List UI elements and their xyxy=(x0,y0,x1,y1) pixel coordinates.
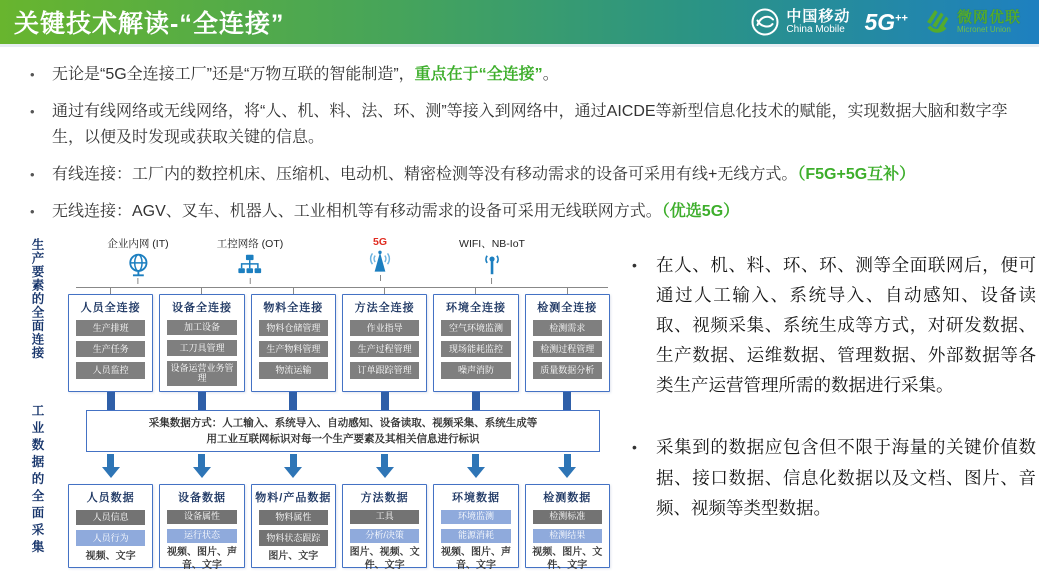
micronet-hand-icon xyxy=(922,7,952,37)
bullet-item xyxy=(30,199,1025,225)
column-title: 物料/产品数据 xyxy=(255,492,332,504)
column-item: 订单跟踪管理 xyxy=(350,362,419,378)
bullet-dot-icon: • xyxy=(632,439,637,456)
column-item: 运行状态 xyxy=(167,529,236,543)
bullet-highlight: （优选5G） xyxy=(661,202,740,220)
bullet-item xyxy=(30,62,1025,88)
column-item: 加工设备 xyxy=(167,320,236,336)
network-connector xyxy=(491,278,492,284)
column-item: 能源消耗 xyxy=(441,529,510,543)
column-item: 检测标准 xyxy=(533,510,602,524)
bullet-dot-icon: • xyxy=(30,166,35,182)
column-item: 生产过程管理 xyxy=(350,341,419,357)
column-title: 设备数据 xyxy=(177,492,226,504)
bullet-item xyxy=(30,162,1025,188)
column-item: 检测过程管理 xyxy=(533,341,602,357)
network-group-5g xyxy=(365,236,395,281)
antenna-icon xyxy=(459,252,525,278)
connector-bar xyxy=(381,392,389,410)
down-arrow-icon xyxy=(558,467,576,478)
industrial-data-label: 工业数据的全面采集 xyxy=(30,404,44,557)
bottom-column-inspection-data xyxy=(525,484,610,571)
header-divider xyxy=(0,44,1039,47)
bullet-highlight: 重点在于“全连接” xyxy=(414,66,543,83)
column-item: 物料状态跟踪 xyxy=(259,530,328,546)
column-item: 空气环境监测 xyxy=(441,320,510,336)
data-types: 视频、图片、声音、文字 xyxy=(166,547,237,571)
network-connector xyxy=(250,278,251,284)
5g-tower-icon xyxy=(365,249,395,275)
paragraph-item xyxy=(632,432,1036,522)
column-title: 物料全连接 xyxy=(263,302,324,314)
band-line-2: 用工业互联网标识对每一个生产要素及其相关信息进行标识 xyxy=(206,433,480,445)
china-mobile-icon xyxy=(750,7,780,37)
top-columns xyxy=(68,294,610,392)
top-column-environment xyxy=(433,294,518,392)
down-arrow-icon xyxy=(102,467,120,478)
network-group-wifi xyxy=(459,236,525,284)
sitemap-icon xyxy=(217,252,284,278)
column-item: 人员行为 xyxy=(76,530,145,546)
bottom-column-personnel-data xyxy=(68,484,153,568)
production-elements-label: 生产要素的全面连接 xyxy=(30,238,44,360)
connector-bars xyxy=(68,392,610,410)
network-label: 5G xyxy=(372,236,387,248)
micronet-name: 微网优联 Micronet Union xyxy=(956,8,1021,34)
china-mobile-name: 中国移动 China Mobile xyxy=(786,7,851,35)
connector-bar xyxy=(563,392,571,410)
bullet-list xyxy=(30,62,1025,236)
down-arrows xyxy=(68,452,610,482)
bullet-dot-icon: • xyxy=(30,103,35,119)
column-title: 方法数据 xyxy=(360,492,409,504)
bullet-text: 通过有线网络或无线网络，将“人、机、料、法、环、测”等接入到网络中，通过AICDE等新型信息化技术的赋能，实现数据大脑和数字孪生，以便及时发现或获取关键的信息。 xyxy=(52,102,1008,146)
top-column-method xyxy=(342,294,427,392)
collection-band xyxy=(86,410,600,452)
top-column-material xyxy=(251,294,336,392)
page-title: 关键技术解读-“全连接” xyxy=(14,10,285,38)
bullet-item xyxy=(30,99,1025,151)
network-group-it xyxy=(107,236,168,284)
column-item: 工刀具管理 xyxy=(167,340,236,356)
column-title: 设备全连接 xyxy=(171,302,232,314)
column-item: 检测结果 xyxy=(533,529,602,543)
column-item: 物料仓储管理 xyxy=(259,320,328,336)
connector-bar xyxy=(289,392,297,410)
globe-icon xyxy=(107,252,168,278)
network-label: WIFI、NB-IoT xyxy=(459,238,525,250)
data-types: 视频、文字 xyxy=(85,550,136,562)
network-group-ot xyxy=(217,236,284,284)
column-title: 环境全连接 xyxy=(445,302,506,314)
paragraph-text: 在人、机、料、环、环、测等全面联网后，便可通过人工输入、系统导入、自动感知、设备读取、视频采集、系统生成等方式，对研发数据、生产数据、运维数据、管理数据、外部数据等各类生产运营管理所需的数据进行采集。 xyxy=(656,255,1036,396)
bottom-column-equipment-data xyxy=(159,484,244,571)
column-item: 作业指导 xyxy=(350,320,419,336)
five-g-logo: 5G++ xyxy=(864,8,908,35)
network-label: 企业内网 (IT) xyxy=(107,238,169,250)
bullet-dot-icon: • xyxy=(30,67,35,82)
column-title: 环境数据 xyxy=(451,492,500,504)
column-title: 检测数据 xyxy=(543,492,592,504)
column-title: 检测全连接 xyxy=(537,302,598,314)
column-item: 设备运营业务管理 xyxy=(167,361,236,386)
column-item: 现场能耗监控 xyxy=(441,341,510,357)
right-panel xyxy=(632,250,1036,523)
bullet-highlight: （F5G+5G互补） xyxy=(797,165,916,183)
network-connector xyxy=(138,278,139,284)
bullet-text: 有线连接：工厂内的数控机床、压缩机、电动机、精密检测等没有移动需求的设备可采用有线+无线方式。（F5G+5G互补） xyxy=(52,165,916,183)
china-mobile-logo xyxy=(750,7,850,37)
bullet-dot-icon: • xyxy=(632,257,637,273)
column-item: 生产任务 xyxy=(76,341,145,357)
column-title: 方法全连接 xyxy=(354,302,415,314)
micronet-logo xyxy=(922,7,1021,37)
column-item: 设备属性 xyxy=(167,510,236,524)
column-item: 分析/决策 xyxy=(350,529,419,543)
down-arrow-icon xyxy=(284,467,302,478)
bullet-text: 无线连接：AGV、叉车、机器人、工业相机等有移动需求的设备可采用无线联网方式。（优选5G） xyxy=(52,202,740,220)
column-item: 噪声消防 xyxy=(441,362,510,378)
column-title: 人员全连接 xyxy=(80,302,141,314)
column-item: 检测需求 xyxy=(533,320,602,336)
bullet-text: 无论是“5G全连接工厂”还是“万物互联的智能制造”，重点在于“全连接”。 xyxy=(52,66,559,83)
column-item: 质量数据分析 xyxy=(533,362,602,378)
connector-bar xyxy=(472,392,480,410)
data-types: 图片、文字 xyxy=(268,550,319,562)
bottom-column-material-data xyxy=(251,484,336,568)
top-column-inspection xyxy=(525,294,610,392)
paragraph-item xyxy=(632,250,1036,400)
connector-bar xyxy=(107,392,115,410)
network-label: 工控网络 (OT) xyxy=(216,238,284,250)
network-connector xyxy=(380,275,381,281)
data-types: 视频、图片、声音、文字 xyxy=(440,547,511,571)
top-column-equipment xyxy=(159,294,244,392)
down-arrow-icon xyxy=(193,467,211,478)
column-item: 生产排班 xyxy=(76,320,145,336)
band-line-1: 采集数据方式：人工输入、系统导入、自动感知、设备读取、视频采集、系统生成等 xyxy=(148,416,538,429)
column-item: 人员监控 xyxy=(76,362,145,378)
bottom-column-environment-data xyxy=(433,484,518,571)
data-types: 视频、图片、文件、文字 xyxy=(532,547,603,571)
down-arrow-icon xyxy=(467,467,485,478)
column-item: 物流运输 xyxy=(259,362,328,378)
down-arrow-icon xyxy=(376,467,394,478)
column-title: 人员数据 xyxy=(86,492,135,504)
data-types: 图片、视频、文件、文字 xyxy=(349,547,420,571)
column-item: 生产物料管理 xyxy=(259,341,328,357)
paragraph-text: 采集到的数据应包含但不限于海量的关键价值数据、接口数据、信息化数据以及文档、图片、音频、视频等类型数据。 xyxy=(656,437,1036,518)
logo-group xyxy=(750,7,1039,37)
bullet-dot-icon: • xyxy=(30,203,35,219)
column-item: 物料属性 xyxy=(259,510,328,526)
slide-header xyxy=(0,0,1039,44)
column-item: 环境监测 xyxy=(441,510,510,524)
connection-diagram xyxy=(28,236,622,571)
column-item: 工具 xyxy=(350,510,419,524)
bottom-columns xyxy=(68,484,610,571)
bottom-column-method-data xyxy=(342,484,427,571)
column-item: 人员信息 xyxy=(76,510,145,526)
top-column-personnel xyxy=(68,294,153,392)
connector-bar xyxy=(198,392,206,410)
